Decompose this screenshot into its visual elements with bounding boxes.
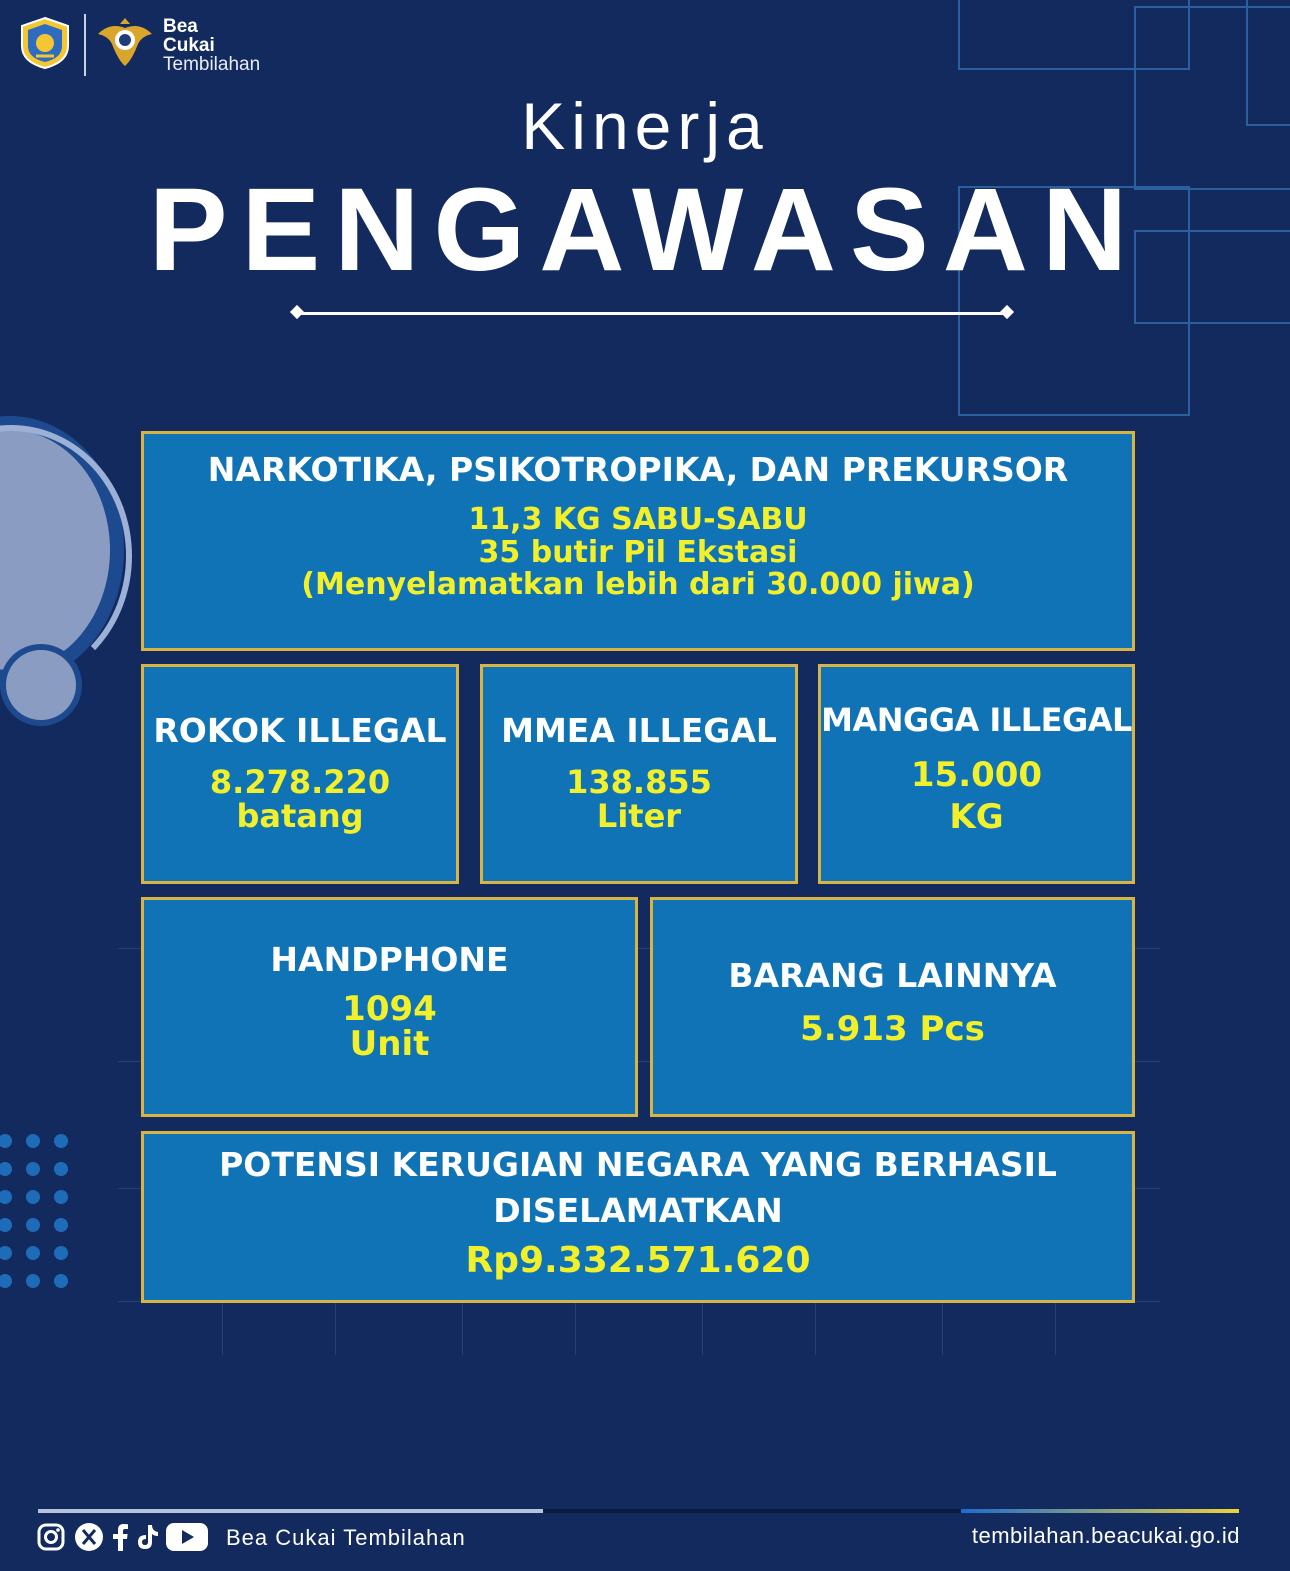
decor-dot — [0, 1218, 12, 1232]
decor-dot — [54, 1218, 68, 1232]
brand-line-1: Bea — [163, 16, 198, 37]
barang-lainnya-box — [650, 897, 1135, 1117]
rokok-unit: batang — [236, 797, 364, 835]
title-kinerja: Kinerja — [521, 89, 769, 163]
mangga-value: 15.000 — [910, 755, 1043, 795]
narkotika-box — [141, 431, 1135, 651]
decor-dot — [0, 1162, 12, 1176]
title-divider — [298, 312, 1006, 315]
mmea-value: 138.855 — [566, 763, 712, 801]
decor-dot — [54, 1274, 68, 1288]
logo-divider — [84, 14, 86, 76]
decor-dot — [26, 1134, 40, 1148]
rokok-value: 8.278.220 — [209, 763, 391, 801]
decor-dot — [26, 1246, 40, 1260]
brand-line-2: Cukai — [163, 35, 215, 56]
potensi-heading-2: DISELAMATKAN — [493, 1191, 783, 1230]
decor-dot — [26, 1218, 40, 1232]
mangga-box — [818, 664, 1135, 884]
decor-dot — [54, 1134, 68, 1148]
potensi-value: Rp9.332.571.620 — [465, 1240, 811, 1281]
decor-dot — [0, 1274, 12, 1288]
mmea-unit: Liter — [596, 797, 682, 835]
title-pengawasan: PENGAWASAN — [148, 164, 1142, 296]
narkotika-line-3: (Menyelamatkan lebih dari 30.000 jiwa) — [301, 567, 975, 602]
instagram-icon[interactable] — [36, 1522, 66, 1552]
narkotika-line-2: 35 butir Pil Ekstasi — [478, 535, 798, 570]
decor-dot — [54, 1190, 68, 1204]
potensi-heading-1: POTENSI KERUGIAN NEGARA YANG BERHASIL — [219, 1145, 1057, 1184]
mangga-unit: KG — [949, 797, 1004, 837]
facebook-icon[interactable] — [110, 1522, 130, 1552]
handphone-box — [141, 897, 638, 1117]
handphone-heading: HANDPHONE — [270, 940, 509, 979]
footer-website-link[interactable]: tembilahan.beacukai.go.id — [971, 1523, 1240, 1548]
mmea-box — [480, 664, 798, 884]
footer-bar — [543, 1509, 961, 1513]
x-icon[interactable] — [73, 1522, 105, 1552]
decor-dot — [0, 1246, 12, 1260]
bea-cukai-logo — [96, 16, 154, 70]
footer-bar — [38, 1509, 543, 1513]
footer-account-name: Bea Cukai Tembilahan — [226, 1525, 466, 1550]
handphone-unit: Unit — [349, 1024, 430, 1064]
decor-dot — [54, 1162, 68, 1176]
decor-dot — [0, 1134, 12, 1148]
decor-dot — [26, 1274, 40, 1288]
mmea-heading: MMEA ILLEGAL — [501, 711, 777, 750]
handphone-value: 1094 — [342, 989, 437, 1029]
potensi-box — [141, 1131, 1135, 1303]
rokok-box — [141, 664, 459, 884]
footer-bar — [961, 1509, 1239, 1513]
rokok-heading: ROKOK ILLEGAL — [153, 711, 447, 750]
decor-dot — [26, 1162, 40, 1176]
decor-dot — [54, 1246, 68, 1260]
narkotika-heading: NARKOTIKA, PSIKOTROPIKA, DAN PREKURSOR — [207, 450, 1069, 489]
barang-heading: BARANG LAINNYA — [728, 956, 1057, 995]
barang-value: 5.913 Pcs — [800, 1009, 985, 1049]
decor-dot — [26, 1190, 40, 1204]
mangga-heading: MANGGA ILLEGAL — [821, 701, 1132, 739]
youtube-icon[interactable] — [164, 1522, 210, 1552]
decor-dot — [0, 1190, 12, 1204]
tiktok-icon[interactable] — [134, 1522, 160, 1552]
narkotika-line-1: 11,3 KG SABU-SABU — [468, 502, 808, 537]
brand-line-3: Tembilahan — [163, 54, 261, 75]
kemenkeu-logo — [18, 16, 72, 70]
